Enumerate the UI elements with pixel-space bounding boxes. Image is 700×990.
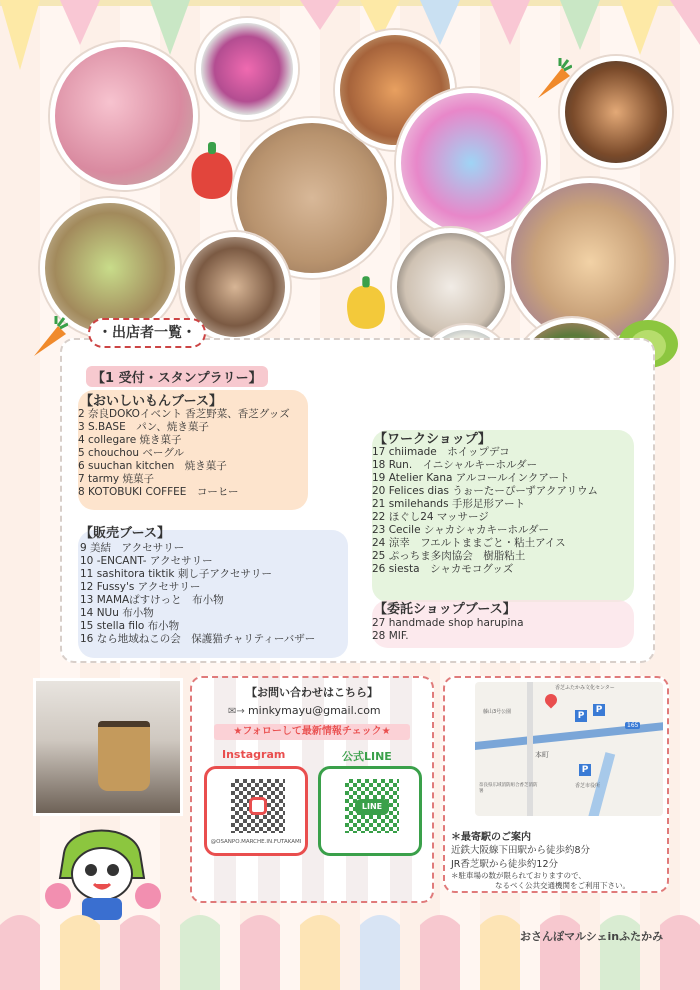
list-item: 12 Fussy's アクセサリー — [80, 581, 201, 593]
station-info-2: JR香芝駅から徒歩約12分 — [451, 859, 558, 870]
list-item: 5 chouchou ベーグル — [78, 447, 185, 459]
line-label: 公式LINE — [342, 750, 392, 763]
photo-bottle — [196, 18, 298, 120]
list-item: 6 suuchan kitchen 焼き菓子 — [78, 460, 227, 472]
map-pin-icon — [543, 692, 560, 709]
list-item: 25 ぷっちま多肉協会 樹脂粘土 — [372, 550, 526, 562]
list-item: 23 Cecile シャカシャカキーホルダー — [372, 524, 550, 536]
list-item: 20 Felices dias うぉーたーぴーずアクアリウム — [372, 485, 598, 497]
photo-coffee-cup — [33, 678, 183, 816]
sales-heading: 【販売ブース】 — [80, 526, 170, 541]
list-item: 2 奈良DOKOイベント 香芝野菜、香芝グッズ — [78, 408, 290, 420]
list-item: 14 NUu 布小物 — [80, 607, 154, 619]
list-item: 13 MAMAぱすけっと 布小物 — [80, 594, 224, 606]
photo-sweets-decoden — [50, 42, 198, 190]
footer-stripes — [0, 905, 700, 990]
map-label: 藤山3号公園 — [483, 709, 512, 715]
parking-icon: P — [575, 710, 587, 722]
list-item: 7 tarmy 焼菓子 — [78, 473, 154, 485]
station-info-1: 近鉄大阪線下田駅から徒歩約8分 — [451, 845, 591, 856]
food-list — [78, 408, 290, 499]
coffee-cup-shape — [98, 721, 150, 791]
list-item: 17 chiimade ホイップデコ — [372, 446, 510, 458]
line-icon: LINE — [355, 799, 389, 815]
sales-list — [80, 542, 315, 646]
contact-heading: 【お問い合わせはこちら】 — [246, 686, 378, 699]
list-item: 27 handmade shop harupina — [372, 617, 524, 629]
mail-icon: ✉→ — [228, 706, 248, 717]
workshop-heading: 【ワークショップ】 — [374, 432, 491, 447]
consign-list — [372, 617, 524, 643]
station-heading: ＊最寄駅のご案内 — [451, 832, 531, 843]
instagram-handle: @OSANPO.MARCHE.IN.FUTAKAMI — [210, 839, 302, 845]
list-item: 19 Atelier Kana アルコールインクアート — [372, 472, 570, 484]
map-label: 本町 — [535, 751, 549, 759]
map-road-vertical — [527, 682, 533, 816]
follow-banner: ★フォローして最新情報チェック★ — [214, 724, 410, 740]
list-item: 8 KOTOBUKI COFFEE コーヒー — [78, 486, 239, 498]
list-item: 15 stella filo 布小物 — [80, 620, 180, 632]
access-panel — [443, 676, 669, 893]
list-item: 26 siesta シャカモコグッズ — [372, 563, 514, 575]
parking-note-2: なるべく公共交通機関をご利用下さい。 — [495, 881, 630, 890]
list-item: 22 ほぐし24 マッサージ — [372, 511, 489, 523]
line-qr-frame[interactable] — [318, 766, 422, 856]
bell-pepper-red-icon — [186, 142, 238, 202]
route-number: 165 — [627, 722, 639, 729]
list-item: 28 MIF. — [372, 630, 409, 642]
instagram-icon — [249, 797, 267, 815]
reception-heading: 【1 受付・スタンプラリー】 — [86, 366, 268, 387]
parking-note-1: ＊駐車場の数が限られておりますので、 — [451, 871, 586, 880]
list-item: 16 なら地域ねこの会 保護猫チャリティーバザー — [80, 633, 316, 645]
section-title: ・出店者一覧・ — [88, 318, 206, 348]
photo-bear-cakepops — [560, 56, 672, 168]
contact-email[interactable]: minkymayu@gmail.com — [247, 704, 381, 717]
instagram-qr-frame[interactable] — [204, 766, 308, 856]
list-item: 9 美結 アクセサリー — [80, 542, 185, 554]
carrot-icon — [532, 58, 572, 102]
list-item: 4 collegare 焼き菓子 — [78, 434, 182, 446]
list-item: 18 Run. イニシャルキーホルダー — [372, 459, 538, 471]
contact-panel — [190, 676, 434, 903]
consign-heading: 【委託ショップブース】 — [374, 602, 516, 617]
instagram-label: Instagram — [222, 748, 286, 761]
parking-icon: P — [593, 704, 605, 716]
food-heading: 【おいしいもんブース】 — [80, 394, 222, 409]
map-label: 奈良県広域消防組合香芝消防署 — [479, 783, 538, 794]
parking-icon: P — [579, 764, 591, 776]
map-label: 香芝ふたかみ文化センター — [555, 685, 615, 691]
map-label: 香芝市役所 — [575, 783, 601, 789]
map-image — [475, 682, 663, 816]
list-item: 10 -ENCANT- アクセサリー — [80, 555, 213, 567]
list-item: 21 smilehands 手形足形アート — [372, 498, 526, 510]
footer-title: おさんぽマルシェinふたかみ — [520, 930, 664, 943]
list-item: 24 涼幸 フエルトままごと・粘土アイス — [372, 537, 566, 549]
list-item: 11 sashitora tiktik 刺し子アクセサリー — [80, 568, 273, 580]
email-row — [228, 704, 381, 717]
bell-pepper-yellow-icon — [342, 276, 390, 332]
list-item: 3 S.BASE パン、焼き菓子 — [78, 421, 209, 433]
workshop-list — [372, 446, 598, 576]
